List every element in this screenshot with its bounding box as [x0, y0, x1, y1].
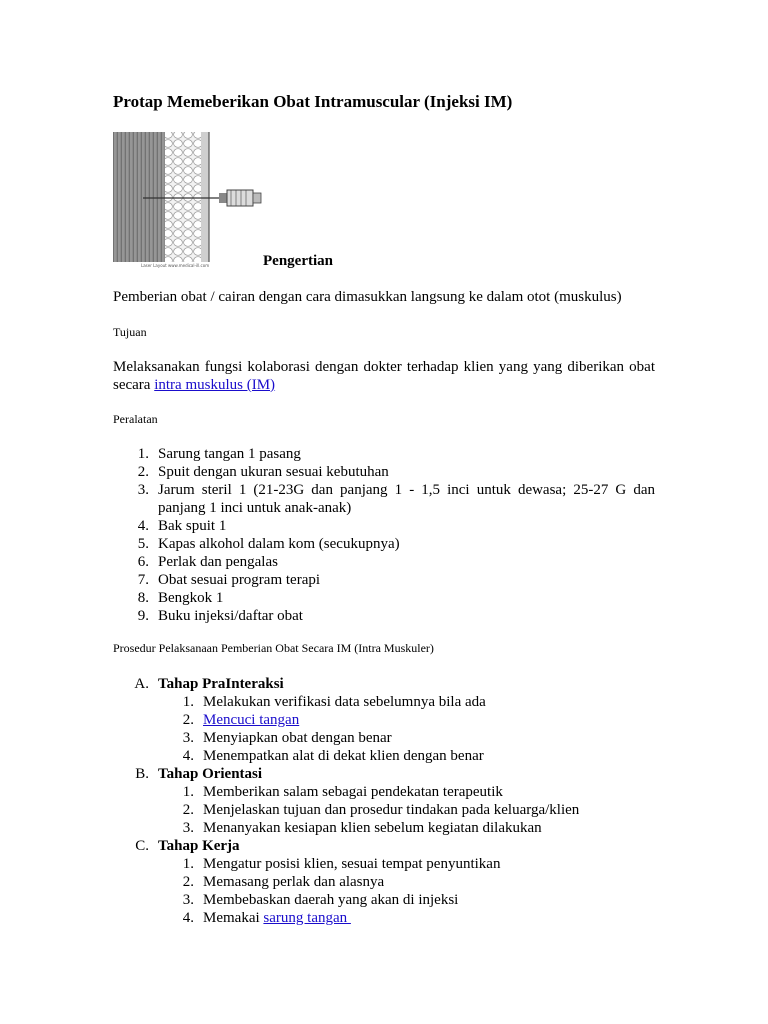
pengertian-heading: Pengertian: [263, 253, 333, 269]
phase-kerja-steps: [113, 855, 655, 927]
list-number: 2.: [137, 464, 149, 480]
list-number: 3.: [182, 892, 194, 908]
list-item-text: Menanyakan kesiapan klien sebelum kegiatan dilakukan: [203, 820, 542, 836]
list-item-text: Memasang perlak dan alasnya: [203, 874, 385, 890]
list-number: 3.: [137, 482, 149, 498]
list-number: 6.: [137, 554, 149, 570]
prosedur-heading: Prosedur Pelaksanaan Pemberian Obat Secara IM (Intra Muskuler): [113, 641, 434, 655]
list-number: 2.: [182, 802, 194, 818]
list-item-text: Kapas alkohol dalam kom (secukupnya): [158, 536, 400, 552]
list-item-text: Perlak dan pengalas: [158, 554, 278, 570]
list-item: [113, 747, 655, 765]
list-item: [113, 607, 655, 625]
tujuan-text: [113, 358, 655, 394]
list-number: 9.: [137, 608, 149, 624]
list-item-text: Jarum steril 1 (21-23G dan panjang 1 - 1,5 inci untuk dewasa; 25-27 G dan panjang 1 inci untuk anak-anak): [158, 482, 655, 516]
list-item-text: Menyiapkan obat dengan benar: [203, 730, 392, 746]
list-item: [113, 481, 655, 517]
peralatan-heading: Peralatan: [113, 412, 158, 426]
list-item-text: Memakai: [203, 910, 264, 926]
mencuci-tangan-link[interactable]: Mencuci tangan: [203, 712, 300, 728]
list-number: 1.: [182, 694, 194, 710]
pengertian-text: Pemberian obat / cairan dengan cara dimasukkan langsung ke dalam otot (muskulus): [113, 289, 622, 305]
phase-prainteraksi-steps: [113, 693, 655, 765]
list-item: [113, 711, 655, 729]
list-number: 1.: [137, 446, 149, 462]
list-item: [113, 729, 655, 747]
list-number: 1.: [182, 784, 194, 800]
list-number: 2.: [182, 874, 194, 890]
list-item-text: Menjelaskan tujuan dan prosedur tindakan pada keluarga/klien: [203, 802, 580, 818]
list-number: 3.: [182, 820, 194, 836]
list-item-text: Menempatkan alat di dekat klien dengan benar: [203, 748, 484, 764]
list-item-text: Obat sesuai program terapi: [158, 572, 321, 588]
list-item: [113, 517, 655, 535]
list-item-text: Sarung tangan 1 pasang: [158, 446, 301, 462]
list-item: [113, 801, 655, 819]
list-number: 4.: [182, 748, 194, 764]
phase-orientasi: [113, 765, 655, 783]
intramuscular-injection-illustration: [113, 130, 265, 270]
list-item: [113, 693, 655, 711]
list-number: 4.: [137, 518, 149, 534]
list-item: [113, 855, 655, 873]
tujuan-text-body: Melaksanakan fungsi kolaborasi dengan dokter terhadap klien yang yang diberikan obat secara: [113, 359, 655, 393]
list-number: 7.: [137, 572, 149, 588]
list-item: [113, 909, 655, 927]
list-item-text: Spuit dengan ukuran sesuai kebutuhan: [158, 464, 389, 480]
list-item: [113, 535, 655, 553]
injection-diagram: [113, 130, 265, 270]
list-item-text: Membebaskan daerah yang akan di injeksi: [203, 892, 459, 908]
tujuan-heading: Tujuan: [113, 325, 147, 339]
list-item-text: Buku injeksi/daftar obat: [158, 608, 303, 624]
phase-title: Tahap Kerja: [158, 838, 240, 854]
list-number: 4.: [182, 910, 194, 926]
list-number: 2.: [182, 712, 194, 728]
list-item-text: Bengkok 1: [158, 590, 224, 606]
list-item: [113, 445, 655, 463]
phase-letter: C.: [135, 838, 149, 854]
phase-kerja: [113, 837, 655, 855]
list-item: [113, 891, 655, 909]
list-item: [113, 819, 655, 837]
figure-caption: Laser Layout www.medical-ill.com: [141, 263, 210, 268]
phase-title: Tahap Orientasi: [158, 766, 263, 782]
phase-prainteraksi: [113, 675, 655, 693]
list-item: [113, 589, 655, 607]
phase-orientasi-steps: [113, 783, 655, 837]
intra-muskulus-link[interactable]: intra muskulus (IM): [154, 377, 276, 393]
prosedur-list: [113, 675, 655, 927]
list-number: 5.: [137, 536, 149, 552]
list-item-text: Melakukan verifikasi data sebelumnya bila ada: [203, 694, 486, 710]
list-item: [113, 873, 655, 891]
list-number: 1.: [182, 856, 194, 872]
list-item-text: Bak spuit 1: [158, 518, 227, 534]
list-item: [113, 571, 655, 589]
list-item: [113, 553, 655, 571]
list-number: 8.: [137, 590, 149, 606]
list-item-text: Memberikan salam sebagai pendekatan terapeutik: [203, 784, 503, 800]
phase-letter: A.: [134, 676, 149, 692]
peralatan-list: [113, 445, 655, 625]
list-item-text: Mengatur posisi klien, sesuai tempat penyuntikan: [203, 856, 501, 872]
sarung-tangan-link[interactable]: sarung tangan: [263, 910, 351, 926]
list-number: 3.: [182, 730, 194, 746]
phase-title: Tahap PraInteraksi: [158, 676, 284, 692]
list-item: [113, 783, 655, 801]
document-title: Protap Memeberikan Obat Intramuscular (Injeksi IM): [113, 92, 513, 111]
list-item: [113, 463, 655, 481]
phase-letter: B.: [135, 766, 149, 782]
